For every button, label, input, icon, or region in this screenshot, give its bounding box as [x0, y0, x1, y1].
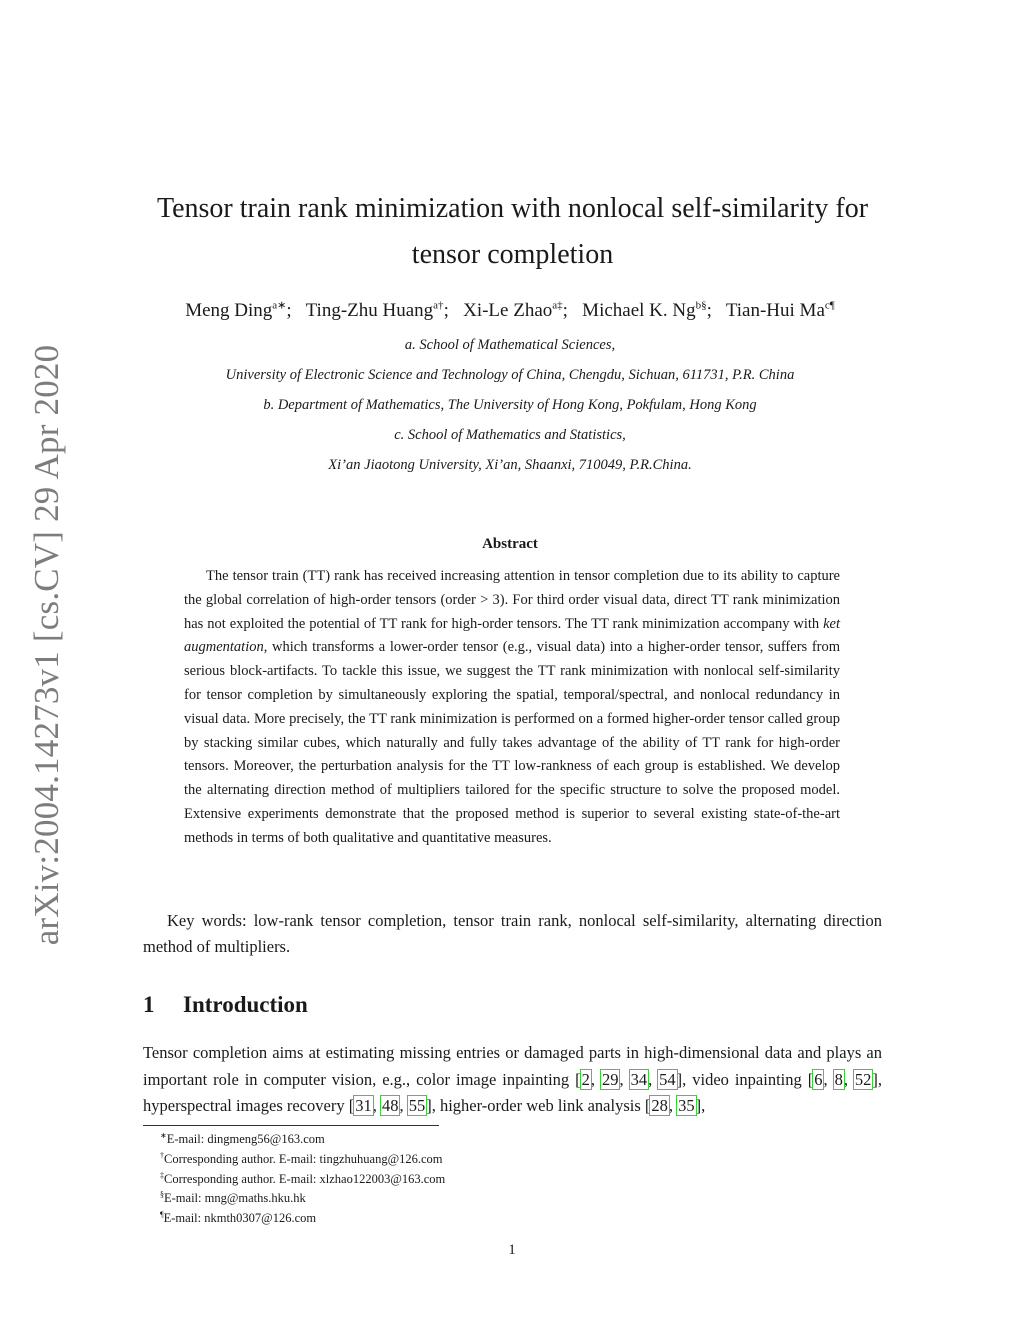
footnote: ∗E-mail: dingmeng56@163.com: [160, 1131, 325, 1147]
author: Meng Ding$^{a∗}$;: [185, 300, 302, 322]
citation-link[interactable]: 48: [381, 1096, 399, 1115]
author: Xi-Le Zhao$^{a\ddagger}$;: [463, 300, 578, 322]
author-list: [110, 299, 910, 322]
section-heading: [143, 992, 308, 1018]
author: Michael K. $Ng^{b\S}$;: [582, 300, 722, 322]
abstract-emphasis: ket augmentation: [184, 615, 840, 656]
citation-link[interactable]: 31: [355, 1096, 372, 1115]
footnote: ¶E-mail: nkmth0307@126.com: [160, 1210, 317, 1226]
citation-link[interactable]: 8: [834, 1069, 843, 1089]
affiliation-line: b. Department of Mathematics, The University of Hong Kong, Pokfulam, Hong Kong: [263, 397, 757, 413]
abstract-body: The tensor train (TT) rank has received increasing attention in tensor completion due to its ability to capture the global correlation of high-order tensors (order > 3). For third order visual data, direct TT rank minimization has not exploited the potential of TT rank for high-order tensors. The TT rank minimization accompany with ket augmentation, which transforms a lower-order tensor (e.g., visual data) into a higher-order tensor, suffers from serious block-artifacts. To tackle this issue, we suggest the TT rank minimization with nonlocal self-similarity for tensor completion by simultaneously exploring the spatial, temporal/spectral, and nonlocal redundancy in visual data. More precisely, the TT rank minimization is performed on a formed higher-order tensor called group by stacking similar cubes, which naturally and fully takes advantage of the ability of TT rank for high-order tensors. Moreover, the perturbation analysis for the TT low-rankness of each group is established. We develop the alternating direction method of multipliers tailored for the specific structure to solve the proposed model. Extensive experiments demonstrate that the proposed method is superior to several existing state-of-the-art methods in terms of both qualitative and quantitative measures.: [184, 568, 840, 846]
paper-title: [120, 186, 905, 278]
footnote-rule: [143, 1125, 439, 1126]
intro-paragraph: Tensor completion aims at estimating missing entries or damaged parts in high-dimensional data and plays an important role in computer vision, e.g., color image inpainting [2, 29, 34, 54], video inpainting [6, 8, 52], hyperspectral images recovery [31, 48, 55], higher-order web link analysis [28, 35],: [143, 1043, 883, 1115]
citation-link[interactable]: 55: [408, 1096, 426, 1115]
section-title: Introduction: [183, 992, 308, 1017]
section-number: 1: [143, 992, 155, 1017]
author: Tian-Hui $Ma^{c\P}$: [725, 300, 835, 322]
affiliation-line: a. School of Mathematical Sciences,: [404, 337, 616, 353]
citation-link[interactable]: 52: [854, 1069, 872, 1089]
citation-link[interactable]: 54: [659, 1069, 676, 1089]
citation-link[interactable]: 2: [581, 1069, 590, 1089]
citation-link[interactable]: 28: [651, 1096, 668, 1115]
page-number: 1: [508, 1242, 516, 1258]
footnotes: [160, 1128, 445, 1227]
affiliation-line: University of Electronic Science and Technology of China, Chengdu, Sichuan, 611731, P.R. China: [225, 367, 795, 383]
citation-link[interactable]: 29: [601, 1069, 619, 1089]
title-line-2: tensor completion: [411, 239, 614, 270]
footnote: †Corresponding author. E-mail: tingzhuhuang@126.com: [160, 1150, 443, 1166]
keywords: Key words: low-rank tensor completion, tensor train rank, nonlocal self-similarity, alternating direction method of multipliers.: [143, 911, 882, 956]
affiliation-line: Xi’an Jiaotong University, Xi’an, Shaanxi, 710049, P.R.China.: [328, 457, 692, 473]
footnote: ‡Corresponding author. E-mail: xlzhao122003@163.com: [160, 1170, 446, 1186]
citation-link[interactable]: 34: [630, 1069, 648, 1089]
abstract-heading: Abstract: [482, 536, 538, 552]
arxiv-stamp: arXiv:2004.14273v1 [cs.CV] 29 Apr 2020: [27, 344, 66, 946]
author: Ting-Zhu Huang$^{a\dagger}$;: [305, 300, 459, 322]
citation-link[interactable]: 35: [678, 1096, 695, 1115]
affiliation-line: c. School of Mathematics and Statistics,: [394, 427, 626, 443]
footnote: §E-mail: mng@maths.hku.hk: [160, 1190, 306, 1206]
title-line-1: Tensor train rank minimization with nonlocal self-similarity for: [156, 193, 869, 224]
citation-link[interactable]: 6: [814, 1069, 823, 1089]
